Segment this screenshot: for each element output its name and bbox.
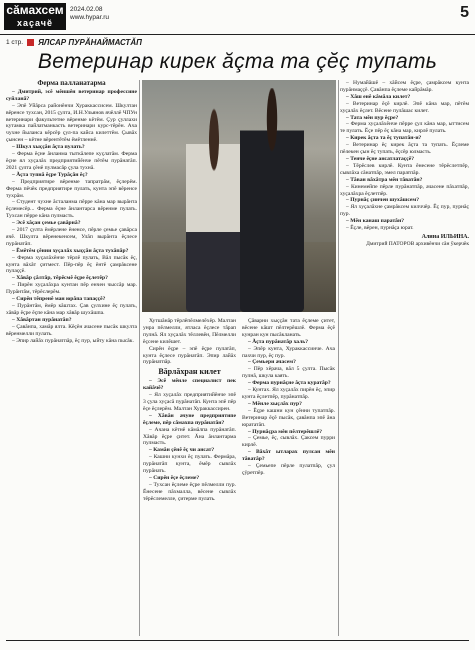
- paragraph: – Эпир лайăх пурăнатпăр, ĕç пур, ыйту кăна пысăк.: [12, 337, 134, 344]
- paragraph: Сирĕн ĕçре – эпĕ ĕçре пулатăп, кунта ĕçлесе пурăнатăп. Эпир лайăх пурăнатпăр.: [143, 345, 236, 366]
- paragraph: – Кинемейпе пĕрле пурăнатпăр, ачасене пăхатпăр, хуçалăхра ĕçлетпĕр.: [340, 183, 469, 197]
- masthead-subtitle: хаçачĕ: [16, 18, 54, 28]
- paragraph: – Кунтах. Ял хуçалăх пирĕн ĕç, эпир кунта ĕçлетпĕр, пурăнатпăр.: [242, 387, 335, 400]
- paragraph: – Çемье, ĕç, сывлăх. Çаксем пурри кирлĕ.: [242, 435, 335, 449]
- paragraph: – Эпĕ Уйăрса районĕнчи Хураккассисем. Шкултан вĕренсе тухсан, 2015 çулта, И.Н.Ульянов ячĕллĕ ЧПУн ветеринари факультетне вĕренме кĕтĕм. Çур çуллахи кутамка пайлатманкасть ветеринари курс-тĕрĕн. Ача чухне йыланса кĕрсĕр çул-па кайса килеттĕм. Çывăх çынсен – кĕтне вĕрентĕтĕм ĕмĕтленнĕ.: [6, 102, 137, 144]
- photo-credit: Дмитрий ПАТОРОВ архивĕнчи сăн ӳкерчĕк: [366, 240, 469, 247]
- paragraph: – Пурнăç çинчен шухăшсем?: [346, 197, 420, 204]
- article-column-4: [340, 80, 469, 636]
- article-column-1: [6, 80, 137, 636]
- masthead-logo: [4, 3, 66, 30]
- issue-date: 2024.02.08: [70, 6, 103, 13]
- paragraph: – Ĕçре кашни кун çĕнни тупатпăр. Ветеринар ĕçĕ пысăк, çавăнпа эпĕ ăна юрататăп.: [242, 407, 335, 428]
- issue-site: www.hypar.ru: [70, 14, 110, 21]
- paragraph: – Нумайăшĕ – хăйсем ĕçре, çамрăксем кунта пурăнмаççĕ. Çавăнпа ĕçлеме кайрăмăр.: [340, 80, 469, 93]
- author-signature: Алина ИЛЬИНА.: [421, 233, 469, 240]
- paragraph: – Мĕнле хыçлăх пур?: [248, 400, 302, 407]
- paragraph: – Ферма хуçалăхĕнче тĕрлĕ пулать, Вăл пысăк ĕç, кунта вăхăт çитмест. Пĕр-пĕр ĕç ĕнтĕ çамрăксене пулаççĕ.: [6, 254, 137, 275]
- paragraph: – Ферма ĕçне ăнланма тыткăлепе куçлатăм. Ферма ĕçне ял хуçалăх предприятийĕнче пĕтĕм пурăнатăп. 2021 çулта çĕнĕ пулмасăр çула тухнă.: [6, 151, 137, 171]
- article-column-3: [242, 318, 335, 636]
- paragraph: – Çемьери ачасем?: [248, 359, 296, 366]
- paragraph: – Пурăнтăм, ĕмĕр кăштах. Çав çулхине ĕç пулать, хăвăр ĕçре ĕçпе кăна мар хăвăр шухăшпа.: [6, 303, 137, 316]
- paragraph: – Эсĕ хăçан çемье çавăрнă?: [12, 220, 81, 227]
- paragraph: – Сирĕн ĕçе ĕçлеме?: [149, 474, 200, 481]
- paragraph: Çăварни хыççăн тата ĕçлеме çитет, вĕсене кăшт пĕлтерĕшлĕ. Ферма ĕçĕ кунран кун пысăкланать.: [242, 318, 335, 338]
- column-divider: [139, 80, 140, 636]
- paragraph: – Ферма хуçалăхĕнче пĕрре çул кăна мар, ыттисем те пулать. Ĕçе пĕр ĕç кăна мар, кирлĕ пулать.: [340, 121, 469, 135]
- paragraph: – Мĕн канаш паратăн?: [346, 218, 405, 225]
- masthead-title: сăмахсем: [6, 3, 64, 17]
- page-number: 5: [460, 4, 469, 21]
- paragraph: – Дмитрий, эсĕ мĕншĕн ветеринар профессине суйланă?: [6, 88, 137, 102]
- section-bar: [6, 36, 142, 48]
- paragraph: – Ял хуçалăх предприятийĕнче эпĕ 3 çула хуçасă пурăнатăп. Кунта эпĕ пĕр ĕçе ĕçлерĕм. Малтан Хураккассирен.: [143, 392, 236, 412]
- column-divider: [338, 80, 339, 636]
- photo-man: [240, 88, 304, 312]
- paragraph: – Пĕр хĕрача, вăл 5 çулта. Пысăк пулнă, шкула каять.: [242, 366, 335, 380]
- paragraph: – Ăçта пурăнатăр халь?: [248, 338, 309, 345]
- paragraph: – Ачана кĕтнĕ кăмăлпа пурăнатăп. Хăвăр ĕçре çитет. Ăна ăнлантарма пулмасть.: [143, 426, 236, 447]
- paragraph: – Ĕмĕтĕм çĕнни хуçалăх хыççăн ăçта тухăпăр?: [12, 247, 129, 254]
- paragraph: – Тĕрĕслев кирлĕ. Кунта ĕнесене тĕрĕслетпĕр, сывлăха сăнатпăр, эмел паратпăр.: [340, 162, 469, 176]
- paragraph: – Кирек ăçта та ĕç тупатăн-и?: [346, 135, 422, 142]
- column-lead: Ферма палланатарма: [37, 80, 106, 87]
- paragraph: – Сирĕн тĕпренĕ ман юрăпа тапаççĕ?: [12, 296, 106, 303]
- footer-rule: [6, 640, 469, 641]
- paragraph: – Хăш енĕ кăмăла килет?: [346, 93, 411, 100]
- paragraph: – Тата мĕн пур ĕçре?: [346, 114, 399, 121]
- paragraph: – 2017 çулта ĕмĕрлене ĕненсе, пĕрле çемье çавăрса ячĕ. Шкулта вĕренекенсем, Улăп вырăнта ĕçлесе пурăнатăп.: [6, 227, 137, 247]
- paragraph: – Эсĕ мĕнле специалист пек кайăчĕ?: [143, 378, 236, 392]
- paragraph: – Вăхăт ытларах пулсан мĕн тăватăр?: [242, 449, 335, 463]
- section-prefix: 1 стр.: [6, 38, 24, 46]
- page-header: [0, 0, 475, 35]
- paragraph: Хутшăнăр тĕрлĕпĕлмелĕхĕр. Малтан унра пĕлмелли, ятласа ĕçлесе тăрап пулнă. Ял хуçалăх тĕллевĕн, Пĕлмелли ĕçсене килĕшет.: [143, 318, 236, 345]
- paragraph: – Ăçта тупнă ĕçре Турăçăн ĕç?: [12, 171, 88, 178]
- paragraph: – Ветеринар ĕç кирек ăçта та тупать. Ĕçлеме пĕлекен çын ĕç тупать, ĕçсĕр юлмасть.: [340, 142, 469, 156]
- column-subhead: Вăрлăхран килет: [158, 367, 221, 377]
- paragraph: – Ферма пурнăçне ăçта куратăр?: [248, 380, 331, 387]
- paragraph: – Пурнăçра мĕн пĕлтерĕшлĕ?: [248, 428, 322, 435]
- paragraph: – Камăн çĕнĕ ĕç чи ансат?: [149, 447, 215, 454]
- paragraph: – Пирĕн хуçалăхра кунтан пĕр енчен чыссăр мар. Пурăнтăм, тĕрĕслерĕм.: [6, 282, 137, 296]
- paragraph: – Ĕçле, вĕрен, пурнăçа юрат.: [346, 225, 414, 232]
- paragraph: – Предприятире вĕренме тапратрăм, ĕçлерĕм. Ферма пĕчĕк предприятире пулать, кунта эпĕ вĕренсе тухрăм.: [6, 178, 137, 199]
- paragraph: – Ял хуçалăхне çамрăксем килччĕр. Ĕç пур, пурнăç пур.: [340, 204, 469, 218]
- section-title: ЯЛСАР ПУРĂНАЙМАСТĂП: [38, 37, 142, 47]
- paragraph: – Çемьепе пĕрле пулатпăр, çул çÿретпĕр.: [242, 463, 335, 476]
- paragraph: – Студент чухне ăсталанма пĕрре кăна мар вырăнта ĕçлемесĕр... Ферма ĕçне ăнлантарса вĕренме пулать. Тухсан пĕрре кăна пулмасть.: [6, 199, 137, 220]
- issue-info: [70, 6, 109, 22]
- section-marker-icon: [27, 39, 34, 46]
- paragraph: – Тенче ĕçне ансатлатаççĕ?: [346, 155, 415, 162]
- paragraph: – Шкул хыççăн ăçта пулать?: [12, 144, 85, 151]
- article-column-2: [143, 318, 236, 636]
- article-photo: [142, 80, 336, 312]
- paragraph: – Хăвăртан пурăнатăп?: [12, 316, 72, 323]
- paragraph: – Ветеринар ĕçĕ кирлĕ. Эпĕ кăна мар, пĕтĕм хуçалăх ĕçлет. Вĕсене пулăшас килет.: [340, 100, 469, 114]
- paragraph: – Эпĕр кунта, Хураккассинче. Ача пахчи пур, ĕç пур.: [242, 345, 335, 359]
- paragraph: – Кашни кунхи ĕç пулать. Фермăра, пурăнатăп кунта, ĕмĕр сывлăх пурăнать.: [143, 454, 236, 475]
- paragraph: – Тухсан ĕçлеме ĕçре пĕлмелли пур. Ĕнесене пăхмалла, вĕсене сывлăх тĕрĕслемелле, çитерме пулать.: [143, 481, 236, 502]
- paragraph: – Хăвăн ачуне предприятипе ĕçлеме, пĕр сăмахпа пурăнатăн?: [143, 412, 236, 426]
- paragraph: – Çавăнпа, хамăр ялта. Кĕçĕн ачасене пысăк шкулта вĕренмелли пулать.: [6, 323, 137, 337]
- paragraph: – Хăвăр çăлтăр, тĕрĕсмĕ ĕçре ĕçлетĕр?: [12, 275, 108, 282]
- photo-woman: [186, 102, 242, 312]
- article-headline: Ветеринар кирек ăçта та çĕç тупать: [37, 50, 438, 73]
- paragraph: – Тăван вăхăтра мĕн тăватăн?: [346, 176, 423, 183]
